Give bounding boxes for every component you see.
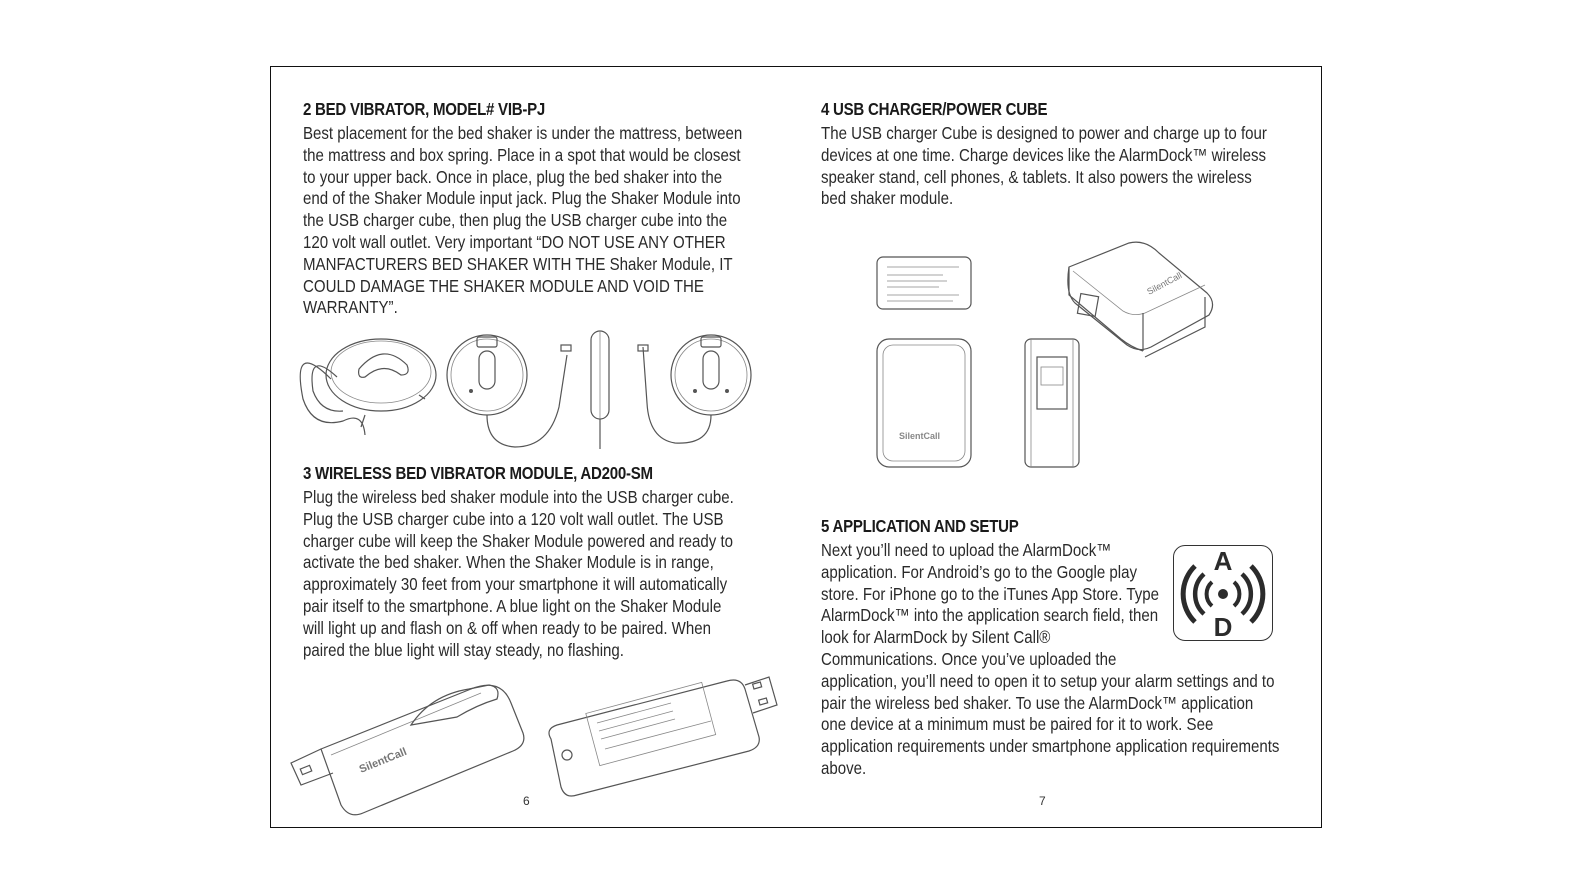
shaker-module-illustration <box>291 665 781 795</box>
page-number-left: 6 <box>523 794 530 808</box>
left-page <box>271 67 797 827</box>
logo-letter-d: D <box>1213 612 1233 642</box>
bed-shaker-angled-view <box>300 339 436 435</box>
usb-charger-cube-illustration <box>873 239 1233 479</box>
shaker-module-angled-view <box>291 685 524 815</box>
bed-shaker-illustration <box>301 317 761 447</box>
charger-label-view <box>877 257 971 309</box>
bed-shaker-back-view <box>638 335 751 443</box>
charger-side-view <box>1025 339 1079 467</box>
charger-front-view <box>877 339 971 467</box>
section-4-heading: 4 USB CHARGER/POWER CUBE <box>821 99 1048 119</box>
section-5-body: Next you’ll need to upload the AlarmDock™ application. For Android’s go to the Google play store. For iPhone go to the iTunes App Store. Type AlarmDock™ into the application search field, then look for AlarmDock by Silent Call® Communications. Once you’ve uploaded the application, you’ll need to open it to setup your alarm settings and to pair the wireless bed shaker. To use the AlarmDock™ application one device at a minimum must be paired for it to work. See application requirements under smartphone application requirements above. <box>821 540 1282 780</box>
charger-3d-view <box>1068 242 1213 357</box>
page-number-right: 7 <box>1039 794 1046 808</box>
logo-letter-a: A <box>1213 546 1233 576</box>
svg-text:SilentCall: SilentCall <box>357 745 409 776</box>
alarmdock-logo-icon <box>1174 546 1272 640</box>
manual-spread <box>270 66 1322 828</box>
bed-shaker-side-view <box>591 331 609 449</box>
section-4-body: The USB charger Cube is designed to power and charge up to four devices at one time. Charge devices like the AlarmDock™ wireless speaker stand, cell phones, & tablets. It also powers the wireless bed shaker module. <box>821 123 1267 209</box>
svg-text:SilentCall: SilentCall <box>899 431 941 441</box>
svg-text:SilentCall: SilentCall <box>1145 270 1184 297</box>
section-5-heading: 5 APPLICATION AND SETUP <box>821 516 1019 536</box>
shaker-module-label-view <box>549 677 777 796</box>
right-page <box>797 67 1323 827</box>
alarmdock-app-logo <box>1173 545 1273 641</box>
section-3-heading: 3 WIRELESS BED VIBRATOR MODULE, AD200-SM <box>303 463 653 483</box>
section-3-body: Plug the wireless bed shaker module into the USB charger cube. Plug the USB charger cube into a 120 volt wall outlet. The USB charger cube will keep the Shaker Module powered and ready to activate the bed shaker. When the Shaker Module is in range, approximately 30 feet from your smartphone it will automatically pair itself to the smartphone. A blue light on the Shaker Module will light up and flash on & off when ready to be paired. When paired the blue light will stay steady, no flashing. <box>303 487 734 660</box>
section-2-body: Best placement for the bed shaker is under the mattress, between the mattress and box spring. Place in a spot that would be closest to your upper back. Once in place, plug the bed shaker into the end of the Shaker Module input jack. Plug the Shaker Module into the USB charger cube, then plug the USB charger cube into the 120 volt wall outlet. Very important “DO NOT USE ANY OTHER MANFACTURERS BED SHAKER WITH THE Shaker Module, IT COULD DAMAGE THE SHAKER MODULE AND VOID THE WARRANTY”. <box>303 123 743 318</box>
section-2-heading: 2 BED VIBRATOR, MODEL# VIB-PJ <box>303 99 546 119</box>
bed-shaker-front-view <box>447 335 571 447</box>
